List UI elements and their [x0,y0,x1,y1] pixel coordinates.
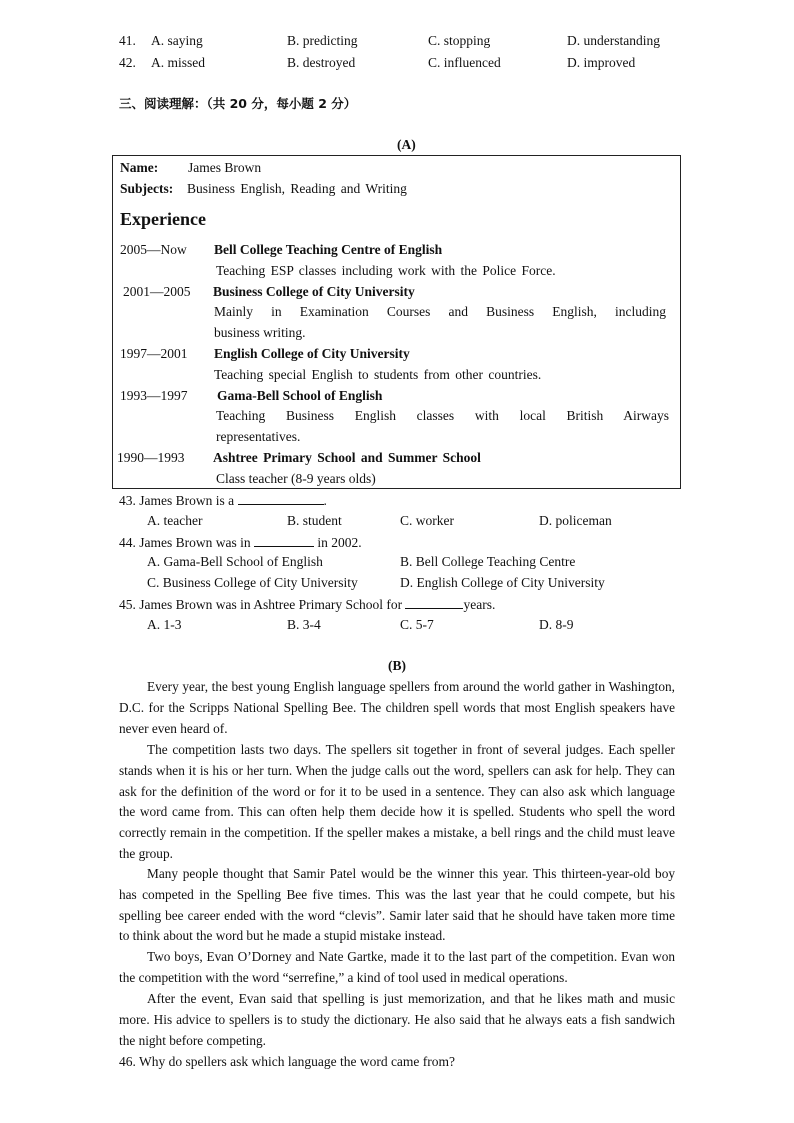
entry-desc: Teaching Business English classes with local British Airways [216,408,669,423]
passage-b-paragraph: Many people thought that Samir Patel would be the winner this year. This thirteen-year-old boy has competed in the Spelling Bee five times. This was the last year that he could compete, but his spelling bee career ended with the word “clevis”. Samir later said that he should have taken more time to think about the word but he made a stupid mistake instead. [119,866,675,944]
name-label: Name: [120,160,159,175]
option-a: A. saying [151,33,203,48]
entry-desc: Teaching special English to students from other countries. [214,367,542,382]
option-a: A. 1-3 [147,617,182,632]
entry-desc: business writing. [214,325,306,340]
passage-b-paragraph: After the event, Evan said that spelling is just memorization, and that he likes math and music more. His advice to spellers is to study the dictionary. He also said that he always eats a fish sandwich the night before competing. [119,991,675,1048]
option-b: B. destroyed [287,55,356,70]
option-a: A. teacher [147,513,203,528]
experience-heading: Experience [120,209,206,229]
entry-title: English College of City University [214,346,410,361]
entry-years: 1997—2001 [120,346,188,361]
question-43-stem [119,490,327,511]
entry-years: 2005—Now [120,242,187,257]
option-c: C. influenced [428,55,501,70]
entry-title: Business College of City University [213,284,415,299]
stem-text: 44. James Brown was in [119,535,251,550]
option-a: A. Gama-Bell School of English [147,554,323,569]
passage-b-paragraph: Two boys, Evan O’Dorney and Nate Gartke, made it to the last part of the competition. Evan won the competition with the word “serrefine,” a kind of tool used in medical operations. [119,949,675,985]
entry-desc: Teaching ESP classes including work with the Police Force. [216,263,556,278]
stem-text: 45. James Brown was in Ashtree Primary School for [119,597,403,612]
entry-title: Bell College Teaching Centre of English [214,242,443,257]
answer-blank [238,490,324,505]
entry-years: 1990—1993 [117,450,185,465]
entry-title: Gama-Bell School of English [217,388,383,403]
question-number: 42. [119,55,136,70]
stem-text-end: . [323,493,327,508]
entry-desc: representatives. [216,429,301,444]
answer-blank [254,532,314,547]
option-c: C. 5-7 [400,617,434,632]
option-d: D. 8-9 [539,617,574,632]
stem-text: 43. James Brown is a [119,493,235,508]
option-d: D. improved [567,55,636,70]
passage-b-paragraph: The competition lasts two days. The spellers sit together in front of several judges. Each speller stands when it is his or her turn. When the judge calls out the word, spellers can ask for help. They can ask for the definition of the word or for it to be used in a sentence. They can also ask which language the word came from. This can often help them decide how it is spelled. Students who spell the word correctly remain in the competition. If the speller makes a mistake, a bell rings and the child must leave the group. [119,742,675,861]
question-45-stem [119,594,495,615]
question-44-stem [119,532,362,553]
stem-text-end: years. [463,597,496,612]
option-d: D. understanding [567,33,660,48]
question-46: 46. Why do spellers ask which language the word came from? [119,1054,456,1069]
passage-b-label: (B) [388,658,406,673]
section-heading: 三、阅读理解：（共 20 分，每小题 2 分） [119,96,357,111]
subjects-value: Business English, Reading and Writing [187,181,407,196]
entry-years: 1993—1997 [120,388,188,403]
stem-text-end: in 2002. [317,535,362,550]
entry-years: 2001—2005 [123,284,191,299]
option-c: C. worker [400,513,454,528]
option-d: D. policeman [539,513,612,528]
option-a: A. missed [151,55,205,70]
option-d: D. English College of City University [400,575,605,590]
option-b: B. 3-4 [287,617,321,632]
resume-box [112,155,681,489]
option-c: C. Business College of City University [147,575,358,590]
entry-desc: Class teacher (8-9 years olds) [216,471,376,486]
option-b: B. predicting [287,33,358,48]
option-b: B. Bell College Teaching Centre [400,554,576,569]
subjects-label: Subjects: [120,181,174,196]
option-c: C. stopping [428,33,491,48]
passage-b-paragraph: Every year, the best young English language spellers from around the world gather in Washington, D.C. for the Scripps National Spelling Bee. The children spell words that most English speakers have never even heard of. [119,679,675,736]
name-value: James Brown [188,160,262,175]
entry-desc: Mainly in Examination Courses and Business English, including [214,304,666,319]
question-number: 41. [119,33,136,48]
option-b: B. student [287,513,342,528]
entry-title: Ashtree Primary School and Summer School [213,450,481,465]
answer-blank [405,594,463,609]
passage-a-label: (A) [397,137,416,152]
